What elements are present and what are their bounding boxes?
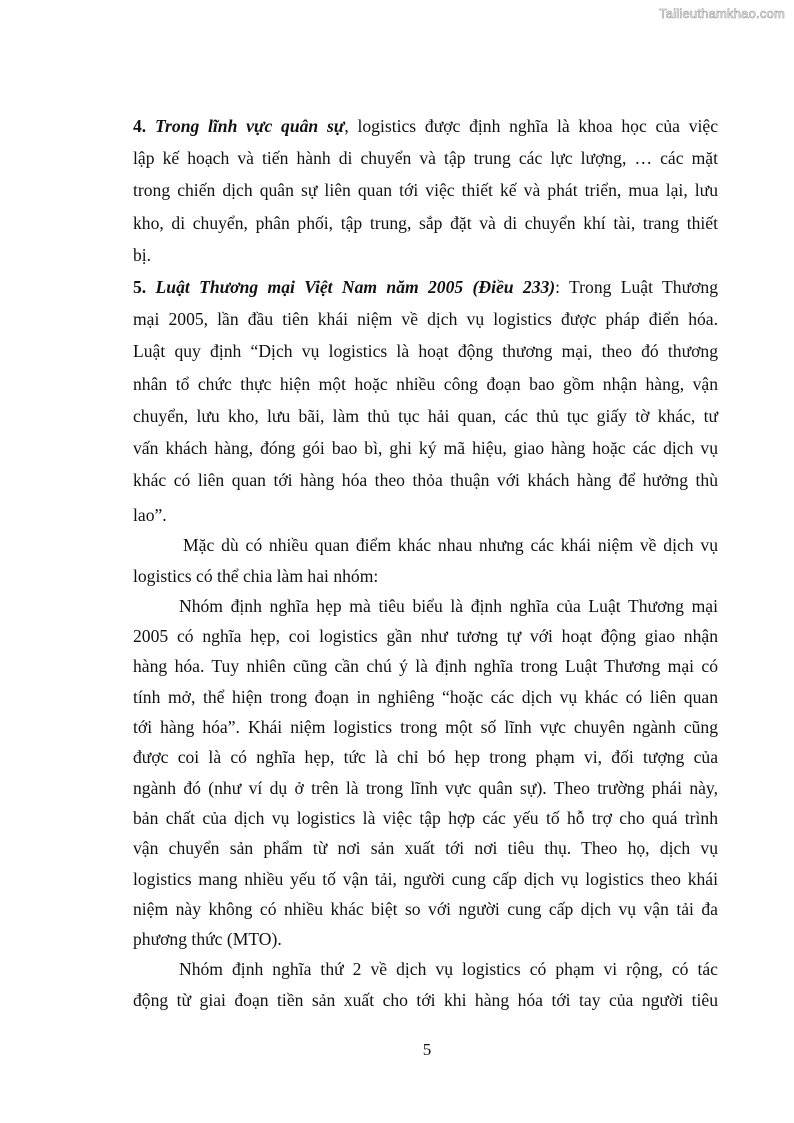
item4-number: 4.	[133, 116, 155, 136]
item4-heading: Trong lĩnh vực quân sự	[154, 116, 345, 136]
document-body-bottom	[133, 500, 718, 1015]
item5-line: Luật quy định “Dịch vụ logistics là hoạt động thương mại, theo đó thương	[133, 341, 718, 362]
item4-line: kho, di chuyển, phân phối, tập trung, sắp đặt và di chuyển khí tài, trang thiết	[133, 212, 718, 233]
item4-line: bị.	[133, 244, 152, 265]
item4-text: , logistics được định nghĩa là khoa học của việc	[344, 116, 718, 136]
narrow-line: hàng hóa. Tuy nhiên cũng cần chú ý là định nghĩa trong Luật Thương mại có	[133, 656, 718, 677]
item5-line: vấn khách hàng, đóng gói bao bì, ghi ký mã hiệu, giao hàng hoặc các dịch vụ	[133, 437, 718, 458]
intro-line: logistics có thể chia làm hai nhóm:	[133, 565, 379, 586]
narrow-line: niệm này không có nhiều khác biệt so với người cung cấp dịch vụ vận tải đa	[133, 898, 718, 919]
narrow-line: phương thức (MTO).	[133, 929, 282, 950]
item5-heading: Luật Thương mại Việt Nam năm 2005 (Điều 233)	[155, 276, 556, 297]
document-body-top	[133, 110, 718, 496]
narrow-line: tới hàng hóa”. Khái niệm logistics trong một số lĩnh vực chuyên ngành cũng	[133, 717, 718, 738]
item5-line: mại 2005, lần đầu tiên khái niệm về dịch vụ logistics được pháp điển hóa.	[133, 309, 718, 330]
narrow-line: bản chất của dịch vụ logistics là việc tập hợp các yếu tố hỗ trợ cho quá trình	[133, 807, 718, 828]
narrow-line: vận chuyển sản phẩm từ nơi sản xuất tới nơi tiêu thụ. Theo họ, dịch vụ	[133, 838, 718, 859]
item5-line: nhân tổ chức thực hiện một hoặc nhiều công đoạn bao gồm nhận hàng, vận	[133, 373, 718, 394]
item5-number: 5.	[133, 276, 156, 297]
intro-line: Mặc dù có nhiều quan điểm khác nhau nhưng các khái niệm về dịch vụ	[183, 535, 718, 556]
narrow-line: 2005 có nghĩa hẹp, coi logistics gần như tương tự với hoạt động giao nhận	[133, 626, 718, 647]
watermark: Tailieuthamkhao.com	[659, 6, 785, 21]
item4-line: lập kế hoạch và tiến hành di chuyển và tập trung các lực lượng, … các mặt	[133, 148, 718, 169]
narrow-line: Nhóm định nghĩa hẹp mà tiêu biểu là định nghĩa của Luật Thương mại	[179, 595, 718, 616]
broad-line: động từ giai đoạn tiền sản xuất cho tới khi hàng hóa tới tay của người tiêu	[133, 989, 718, 1010]
narrow-line: ngành đó (như ví dụ ở trên là trong lĩnh vực quân sự). Theo trường phái này,	[133, 777, 718, 798]
narrow-line: logistics mang nhiều yếu tố vận tải, người cung cấp dịch vụ logistics theo khái	[133, 868, 718, 889]
item5-line: khác có liên quan tới hàng hóa theo thỏa thuận với khách hàng để hưởng thù	[133, 470, 718, 491]
item5-line: chuyển, lưu kho, lưu bãi, làm thủ tục hải quan, các thủ tục giấy tờ khác, tư	[133, 405, 718, 426]
item5-line: lao”.	[133, 505, 167, 525]
item5-line	[133, 271, 718, 303]
item4-line: trong chiến dịch quân sự liên quan tới việc thiết kế và phát triển, mua lại, lưu	[133, 180, 718, 201]
item5-text: : Trong Luật Thương	[555, 276, 719, 297]
page-number: 5	[422, 1040, 432, 1059]
narrow-line: được coi là có nghĩa hẹp, tức là chỉ bó hẹp trong phạm vi, đối tượng của	[133, 747, 718, 768]
narrow-line: tính mở, thể hiện trong đoạn in nghiêng “hoặc các dịch vụ khác có liên quan	[133, 686, 718, 707]
item4-line	[133, 110, 718, 142]
broad-line: Nhóm định nghĩa thứ 2 về dịch vụ logistics có phạm vi rộng, có tác	[179, 959, 718, 980]
